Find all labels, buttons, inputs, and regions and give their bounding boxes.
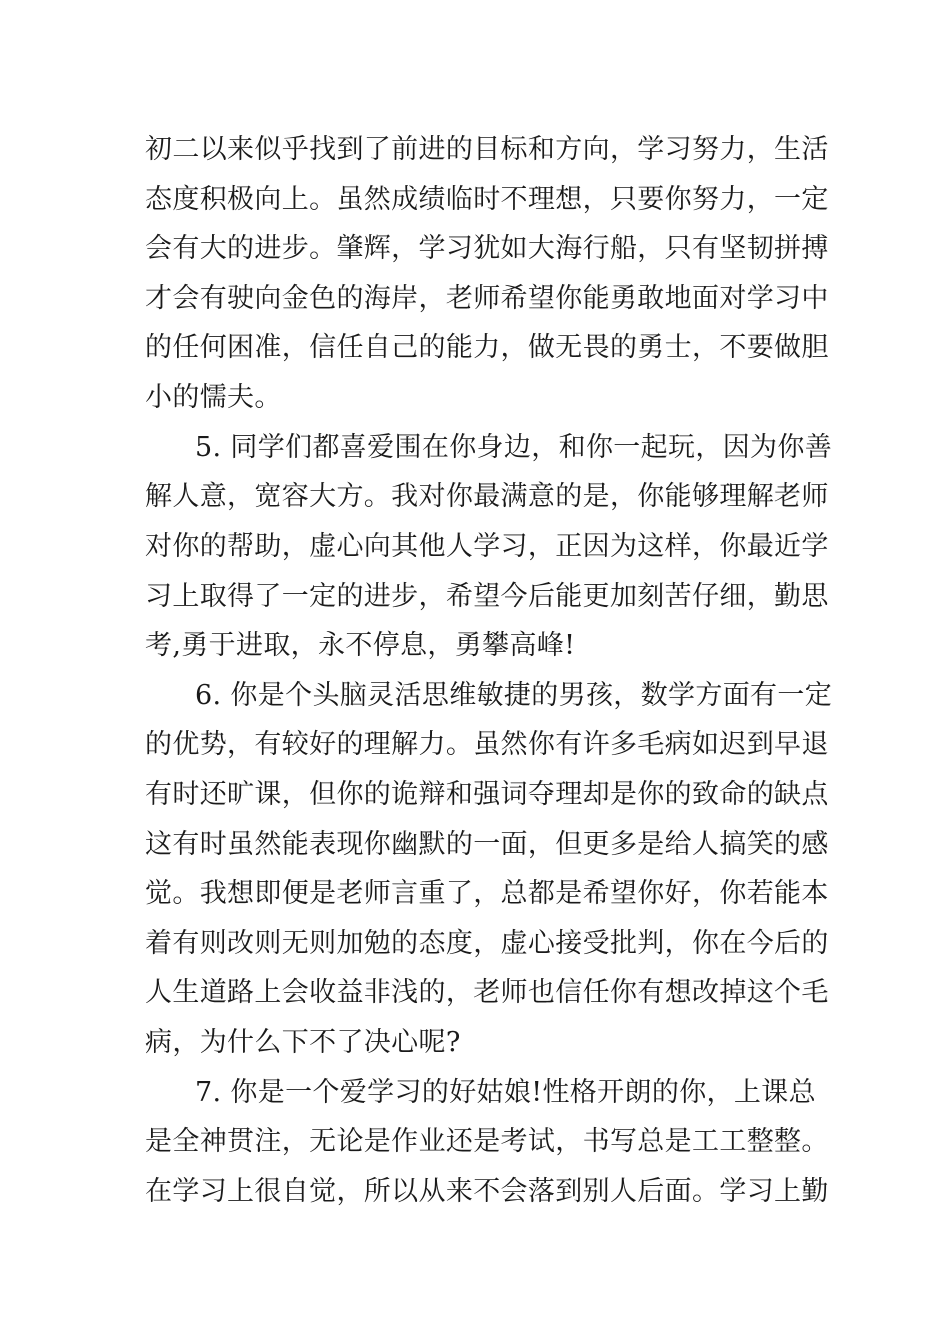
text-line: 的优势，有较好的理解力。虽然你有许多毛病如迟到早退 xyxy=(145,729,829,760)
numbered-paragraph-start: 7. 你是一个爱学习的好姑娘!性格开朗的你，上课总 xyxy=(195,1077,816,1108)
text-line: 考,勇于进取，永不停息，勇攀高峰! xyxy=(145,630,576,661)
text-line: 对你的帮助，虚心向其他人学习，正因为这样，你最近学 xyxy=(145,531,829,562)
text-line: 习上取得了一定的进步，希望今后能更加刻苦仔细，勤思 xyxy=(145,581,829,612)
text-line: 着有则改则无则加勉的态度，虚心接受批判，你在今后的 xyxy=(145,928,829,959)
text-line: 在学习上很自觉，所以从来不会落到别人后面。学习上勤 xyxy=(145,1176,829,1207)
text-line: 病，为什么下不了决心呢? xyxy=(145,1027,461,1058)
text-line: 的任何困准，信任自己的能力，做无畏的勇士，不要做胆 xyxy=(145,332,829,363)
text-line: 这有时虽然能表现你幽默的一面，但更多是给人搞笑的感 xyxy=(145,829,829,860)
text-line: 小的懦夫。 xyxy=(145,382,282,413)
text-line: 有时还旷课，但你的诡辩和强词夺理却是你的致命的缺点 xyxy=(145,779,829,810)
text-line: 初二以来似乎找到了前进的目标和方向，学习努力，生活 xyxy=(145,134,829,165)
text-line: 才会有驶向金色的海岸，老师希望你能勇敢地面对学习中 xyxy=(145,283,829,314)
text-line: 会有大的进步。肇辉，学习犹如大海行船，只有坚韧拼搏 xyxy=(145,233,829,264)
numbered-paragraph-start: 5. 同学们都喜爱围在你身边，和你一起玩，因为你善 xyxy=(195,432,833,463)
text-line: 解人意，宽容大方。我对你最满意的是，你能够理解老师 xyxy=(145,481,829,512)
text-line: 觉。我想即便是老师言重了，总都是希望你好，你若能本 xyxy=(145,878,829,909)
text-line: 是全神贯注，无论是作业还是考试，书写总是工工整整。 xyxy=(145,1126,829,1157)
text-line: 人生道路上会收益非浅的，老师也信任你有想改掉这个毛 xyxy=(145,977,829,1008)
text-line: 态度积极向上。虽然成绩临时不理想，只要你努力，一定 xyxy=(145,184,829,215)
numbered-paragraph-start: 6. 你是个头脑灵活思维敏捷的男孩，数学方面有一定 xyxy=(195,680,833,711)
